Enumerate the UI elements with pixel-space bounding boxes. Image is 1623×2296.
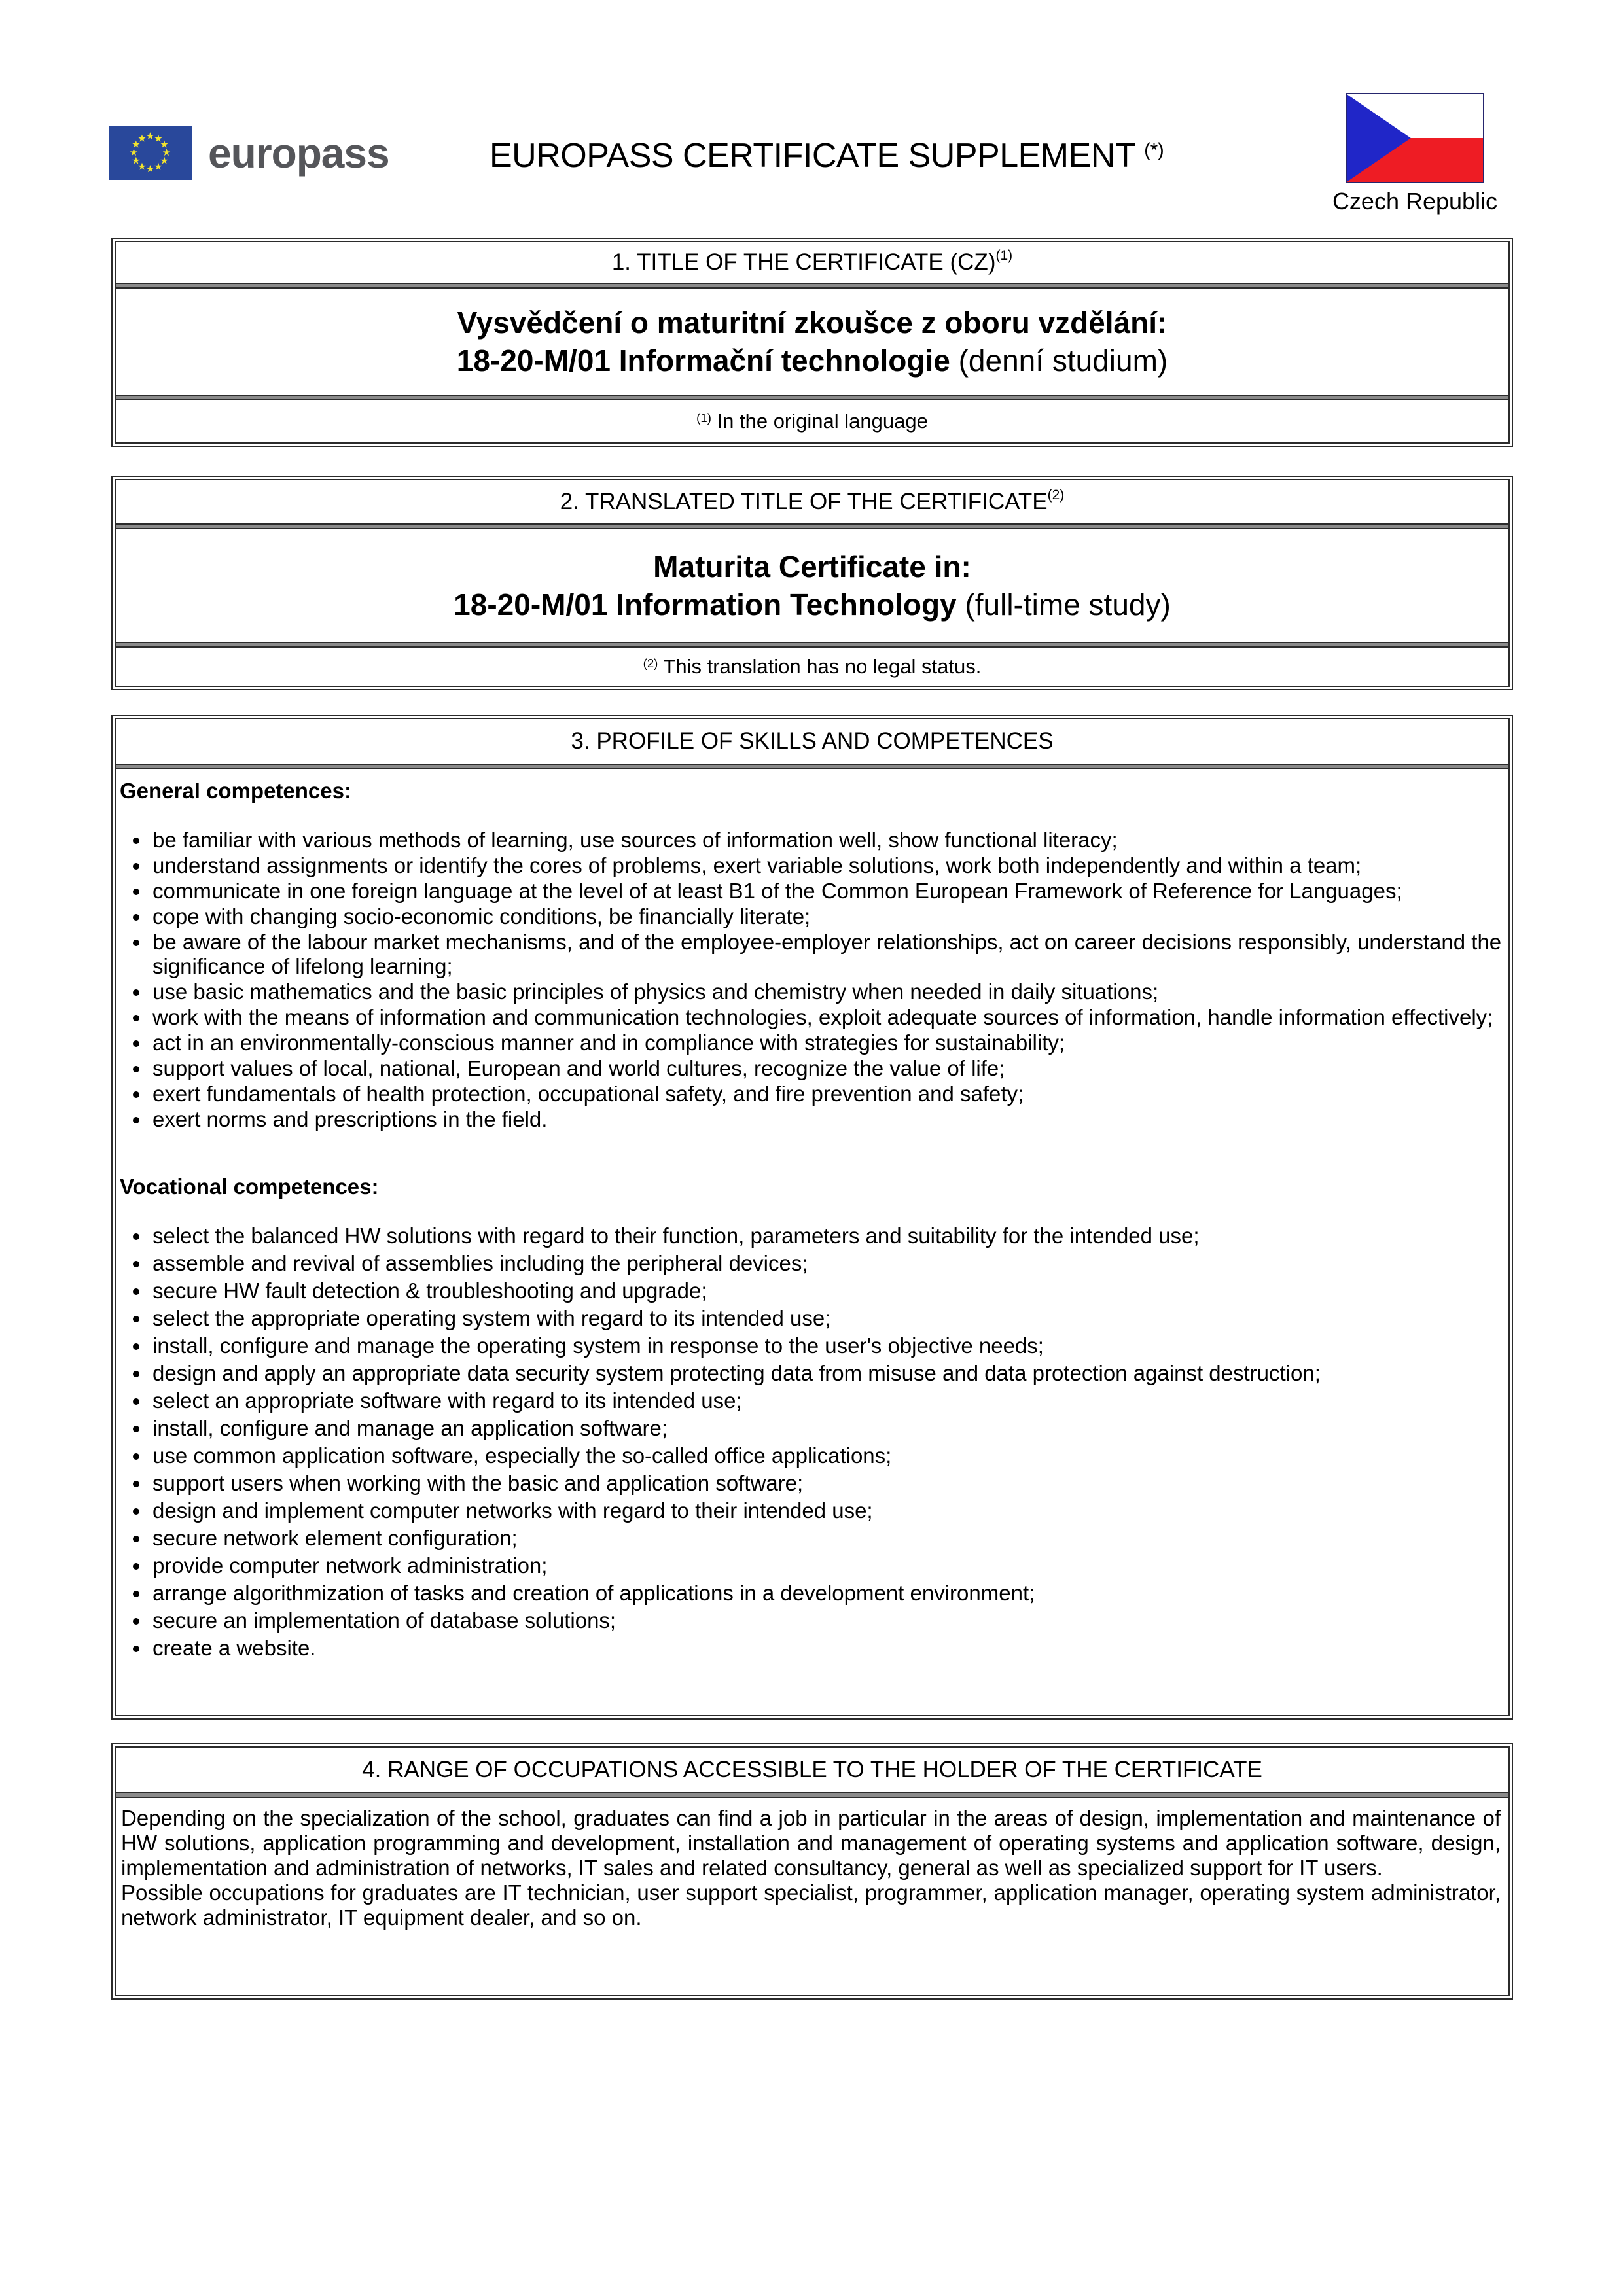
competence-item: • communicate in one foreign language at the level of at least B1 of the Common European Framework of Reference for Languages; [151, 879, 1502, 903]
certificate-title-cz [116, 289, 1508, 395]
occupations-paragraph: Depending on the specialization of the school, graduates can find a job in particular in the areas of design, implementation and maintenance of HW solutions, application programming and development, installation and management of operating systems and application software, design, implementation and administration of networks, IT sales and related consultancy, general as well as specialized support for IT users. [121, 1806, 1501, 1880]
footnote-marker: (1) [995, 247, 1013, 263]
czech-flag-icon [1346, 93, 1484, 183]
competence-item: • select the appropriate operating system with regard to its intended use; [151, 1306, 1502, 1330]
competence-item: • install, configure and manage the operating system in response to the user's objective needs; [151, 1333, 1502, 1358]
eu-flag-icon: ★ ★ ★ ★ ★ ★ ★ ★ ★ ★ ★ ★ [109, 126, 192, 180]
certificate-title-en-line2: 18-20-M/01 Information Technology (full-time study) [454, 588, 1171, 622]
competence-item: • design and implement computer networks with regard to their intended use; [151, 1498, 1502, 1523]
general-competences-heading: General competences: [120, 779, 351, 803]
page-title-footnote-marker: (*) [1144, 139, 1164, 161]
row-separator [116, 283, 1508, 289]
competence-item: • assemble and revival of assemblies including the peripheral devices; [151, 1251, 1502, 1275]
certificate-title-cz-line2: 18-20-M/01 Informační technologie (denní studium) [456, 344, 1168, 378]
occupations-paragraph: Possible occupations for graduates are IT technician, user support specialist, programmer, application manager, operating system administrator, network administrator, IT equipment dealer, and so on. [121, 1881, 1501, 1930]
section-3-heading: 3. PROFILE OF SKILLS AND COMPETENCES [571, 728, 1054, 754]
section-1-footnote: $^{(1)}$ In the original language [696, 410, 928, 433]
certificate-title-cz-line1: Vysvědčení o maturitní zkoušce z oboru vzdělání: [457, 306, 1168, 340]
section-title-of-certificate [111, 238, 1513, 447]
competence-item: • secure an implementation of database solutions; [151, 1608, 1502, 1633]
competence-item: • secure HW fault detection & troubleshooting and upgrade; [151, 1279, 1502, 1303]
competence-item: • create a website. [151, 1636, 1502, 1660]
vocational-competences-list [120, 1224, 1502, 1660]
country-label: Czech Republic [1332, 188, 1498, 215]
occupations-body [116, 1798, 1508, 1995]
section-profile-of-skills [111, 715, 1513, 1720]
certificate-title-en [116, 529, 1508, 642]
competence-item: • use basic mathematics and the basic principles of physics and chemistry when needed in daily situations; [151, 980, 1502, 1004]
section-2-heading: 2. TRANSLATED TITLE OF THE CERTIFICATE (2) [560, 487, 1065, 514]
competence-item: • design and apply an appropriate data security system protecting data from misuse and data protection against destruction; [151, 1361, 1502, 1385]
section-2-footnote: $^{(2)}$ This translation has no legal status. [643, 655, 982, 678]
competence-item: • install, configure and manage an application software; [151, 1416, 1502, 1440]
europass-wordmark: europass [208, 130, 389, 177]
footnote-marker: (2) [643, 656, 658, 670]
vocational-competences-heading: Vocational competences: [120, 1174, 379, 1199]
page-title [490, 139, 1164, 173]
competence-item: • cope with changing socio-economic conditions, be financially literate; [151, 904, 1502, 928]
competence-item: • exert norms and prescriptions in the field. [151, 1107, 1502, 1131]
row-separator [116, 1792, 1508, 1798]
competence-item: • arrange algorithmization of tasks and creation of applications in a development environment; [151, 1581, 1502, 1605]
competence-item: • secure network element configuration; [151, 1526, 1502, 1550]
footnote-marker: (1) [696, 410, 711, 425]
competence-item: • act in an environmentally-conscious manner and in compliance with strategies for sustainability; [151, 1031, 1502, 1055]
section-4-heading: 4. RANGE OF OCCUPATIONS ACCESSIBLE TO THE HOLDER OF THE CERTIFICATE [362, 1757, 1262, 1782]
competence-item: • support values of local, national, European and world cultures, recognize the value of life; [151, 1056, 1502, 1080]
row-separator [116, 642, 1508, 648]
competence-item: • be aware of the labour market mechanisms, and of the employee-employer relationships, act on career decisions responsibly, understand the significance of lifelong learning; [151, 930, 1502, 978]
competence-item: • provide computer network administration; [151, 1553, 1502, 1578]
footnote-marker: (2) [1047, 487, 1065, 503]
section-translated-title [111, 476, 1513, 690]
row-separator [116, 764, 1508, 769]
competence-item: • select an appropriate software with regard to its intended use; [151, 1388, 1502, 1413]
page-title-text: EUROPASS CERTIFICATE SUPPLEMENT [490, 137, 1135, 175]
section-1-heading: 1. TITLE OF THE CERTIFICATE (CZ) (1) [611, 247, 1013, 275]
general-competences-list [120, 828, 1502, 1131]
row-separator [116, 523, 1508, 529]
competence-item: • understand assignments or identify the cores of problems, exert variable solutions, work both independently and within a team; [151, 853, 1502, 877]
competence-item: • exert fundamentals of health protection, occupational safety, and fire prevention and safety; [151, 1082, 1502, 1106]
competence-item: • use common application software, especially the so-called office applications; [151, 1443, 1502, 1468]
competence-item: • support users when working with the basic and application software; [151, 1471, 1502, 1495]
section-range-of-occupations [111, 1743, 1513, 2000]
competence-item: • be familiar with various methods of learning, use sources of information well, show functional literacy; [151, 828, 1502, 852]
competence-item: • work with the means of information and communication technologies, exploit adequate sources of information, handle information effectively; [151, 1005, 1502, 1029]
competence-item: • select the balanced HW solutions with regard to their function, parameters and suitability for the intended use; [151, 1224, 1502, 1248]
row-separator [116, 395, 1508, 400]
certificate-title-en-line1: Maturita Certificate in: [653, 550, 971, 584]
competences-body [116, 769, 1508, 1715]
